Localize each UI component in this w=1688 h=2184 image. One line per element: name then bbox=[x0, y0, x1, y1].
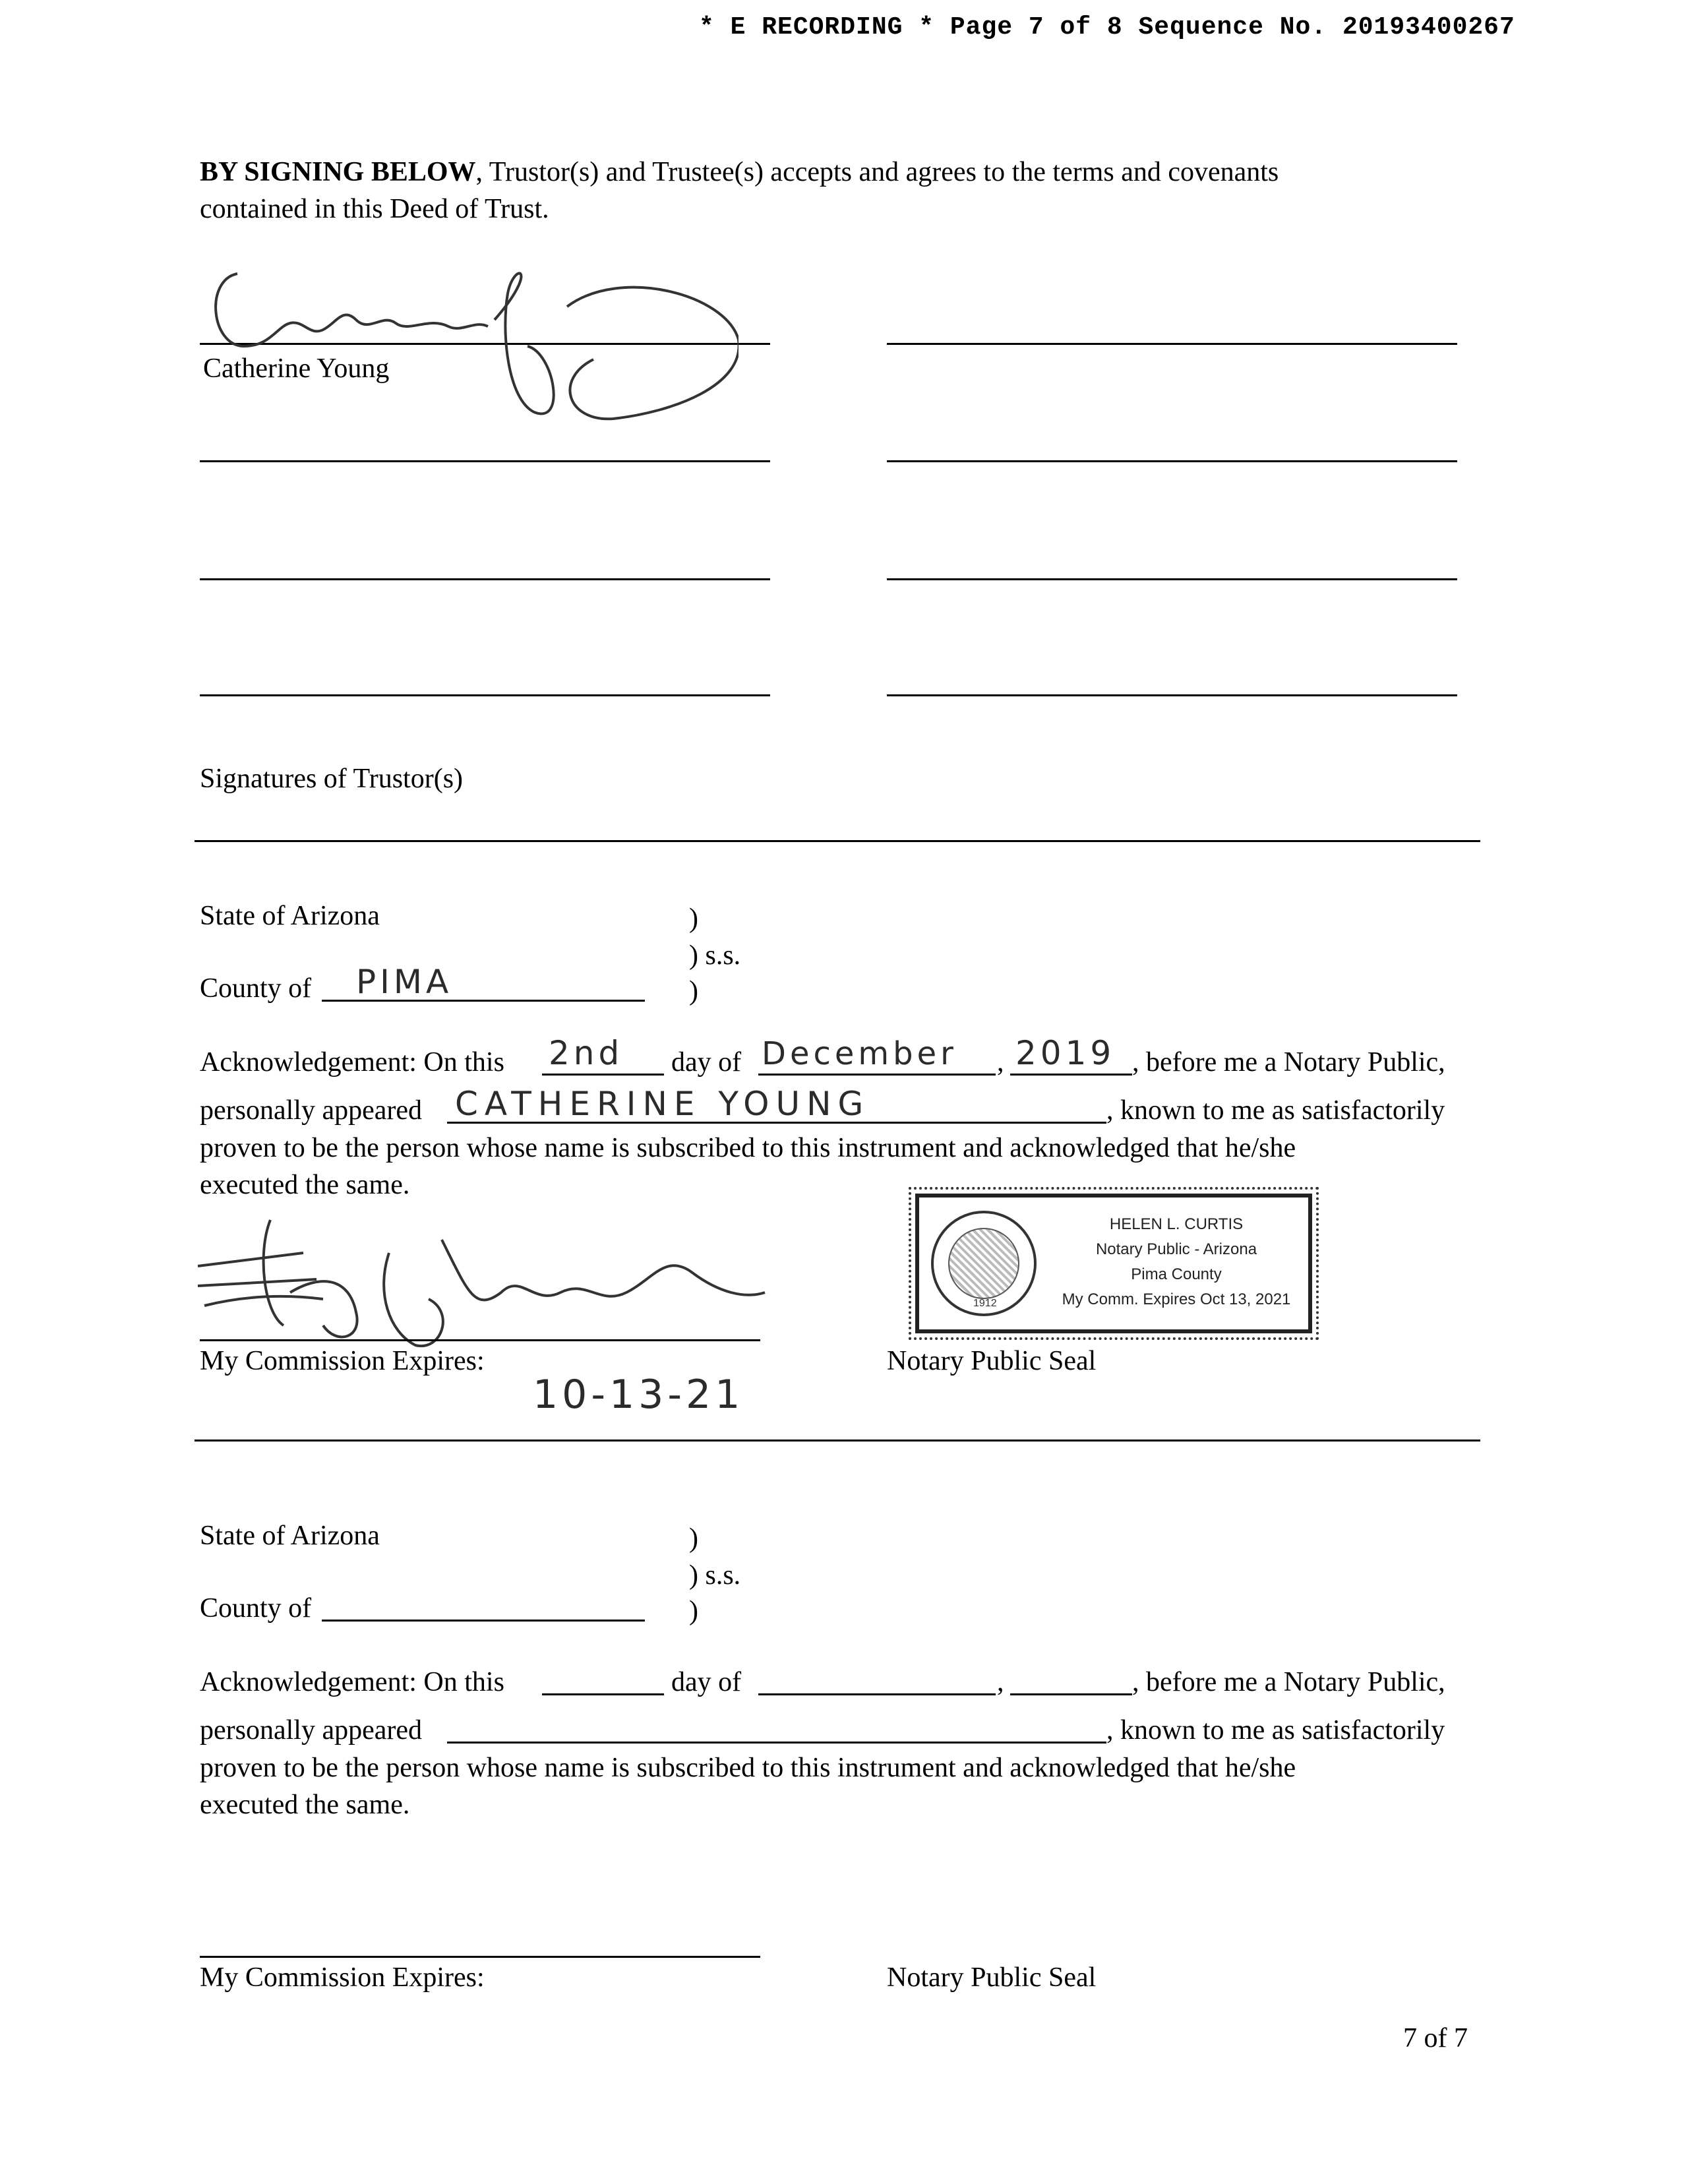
page-footer: 7 of 7 bbox=[1403, 2023, 1468, 2053]
ack2-seal-label: Notary Public Seal bbox=[887, 1962, 1097, 1993]
ack1-executed: executed the same. bbox=[200, 1170, 410, 1200]
ack1-label: Acknowledgement: On this bbox=[200, 1047, 504, 1077]
signature-line-3-left bbox=[200, 578, 770, 580]
ack1-paren-top: ) bbox=[689, 903, 698, 934]
ack2-executed: executed the same. bbox=[200, 1790, 410, 1820]
intro-line-2: contained in this Deed of Trust. bbox=[200, 194, 549, 224]
ack2-commission-label: My Commission Expires: bbox=[200, 1962, 485, 1993]
intro-text: , Trustor(s) and Trustee(s) accepts and agrees to the terms and covenants bbox=[475, 157, 1279, 187]
ack1-proven: proven to be the person whose name is subscribed to this instrument and acknowledged that he/she bbox=[200, 1133, 1296, 1163]
ack2-paren-top: ) bbox=[689, 1523, 698, 1554]
ack1-year-value: 2019 bbox=[1015, 1034, 1116, 1072]
ack1-signature-line bbox=[200, 1339, 760, 1341]
ack1-day-of: day of bbox=[671, 1047, 742, 1077]
ack2-state: State of Arizona bbox=[200, 1521, 380, 1551]
ack1-comma: , bbox=[997, 1047, 1004, 1077]
ack1-year-line bbox=[1010, 1074, 1132, 1076]
signatures-label: Signatures of Trustor(s) bbox=[200, 764, 464, 794]
stamp-title: Notary Public - Arizona bbox=[1095, 1240, 1257, 1258]
section-divider-2 bbox=[195, 1440, 1480, 1441]
stamp-expires: My Comm. Expires Oct 13, 2021 bbox=[1062, 1290, 1291, 1308]
ack1-month-value: December bbox=[762, 1035, 957, 1072]
ack2-day-line bbox=[542, 1693, 664, 1695]
ack1-commission-value: 10-13-21 bbox=[533, 1372, 744, 1418]
ack2-comma: , bbox=[997, 1667, 1004, 1697]
seal-year: 1912 bbox=[973, 1298, 997, 1309]
ack2-month-line bbox=[758, 1693, 996, 1695]
ack2-appeared: personally appeared bbox=[200, 1715, 423, 1745]
notary-signature bbox=[191, 1213, 771, 1352]
signature-line-4-right bbox=[887, 694, 1457, 696]
ack2-signature-line bbox=[200, 1956, 760, 1958]
ack1-county-label: County of bbox=[200, 973, 312, 1004]
ack1-known: , known to me as satisfactorily bbox=[1106, 1095, 1445, 1126]
ack1-day-line bbox=[542, 1074, 664, 1076]
stamp-text bbox=[1051, 1212, 1302, 1312]
ack1-before: , before me a Notary Public, bbox=[1132, 1047, 1445, 1077]
ack2-day-of: day of bbox=[671, 1667, 742, 1697]
ack2-proven: proven to be the person whose name is subscribed to this instrument and acknowledged that he/she bbox=[200, 1753, 1296, 1783]
ack2-year-line bbox=[1010, 1693, 1132, 1695]
ack1-county-value: PIMA bbox=[356, 963, 453, 1001]
signature-line-2-left bbox=[200, 460, 770, 462]
signature-line-1-right bbox=[887, 343, 1457, 345]
seal-emblem bbox=[948, 1228, 1019, 1299]
notary-stamp bbox=[915, 1194, 1312, 1333]
intro-bold: BY SIGNING BELOW bbox=[200, 157, 476, 187]
ack2-county-label: County of bbox=[200, 1593, 312, 1623]
signature-line-3-right bbox=[887, 578, 1457, 580]
ack1-state: State of Arizona bbox=[200, 901, 380, 931]
ack2-before: , before me a Notary Public, bbox=[1132, 1667, 1445, 1697]
ack2-county-line bbox=[322, 1620, 645, 1622]
state-seal-icon bbox=[931, 1211, 1037, 1316]
stamp-county: Pima County bbox=[1131, 1265, 1222, 1283]
signature-line-4-left bbox=[200, 694, 770, 696]
recording-header: * E RECORDING * Page 7 of 8 Sequence No. 20193400267 bbox=[699, 13, 1515, 42]
ack2-known: , known to me as satisfactorily bbox=[1106, 1715, 1445, 1745]
ack1-month-line bbox=[758, 1074, 996, 1076]
stamp-name: HELEN L. CURTIS bbox=[1109, 1215, 1244, 1233]
ack2-label: Acknowledgement: On this bbox=[200, 1667, 504, 1697]
ack2-paren-bottom: ) bbox=[689, 1596, 698, 1626]
ack1-appeared: personally appeared bbox=[200, 1095, 423, 1126]
ack1-seal-label: Notary Public Seal bbox=[887, 1346, 1097, 1376]
trustor-name: Catherine Young bbox=[203, 353, 390, 384]
ack2-ss: ) s.s. bbox=[689, 1560, 741, 1591]
ack1-ss: ) s.s. bbox=[689, 940, 741, 971]
signature-line-2-right bbox=[887, 460, 1457, 462]
ack2-person-line bbox=[447, 1742, 1106, 1744]
trustor-signature bbox=[198, 254, 738, 429]
ack1-person-value: CATHERINE YOUNG bbox=[455, 1085, 870, 1123]
ack1-paren-bottom: ) bbox=[689, 976, 698, 1006]
section-divider-1 bbox=[195, 840, 1480, 842]
ack1-day-value: 2nd bbox=[549, 1034, 624, 1072]
intro-line-1 bbox=[200, 158, 1279, 186]
ack1-commission-label: My Commission Expires: bbox=[200, 1346, 485, 1376]
